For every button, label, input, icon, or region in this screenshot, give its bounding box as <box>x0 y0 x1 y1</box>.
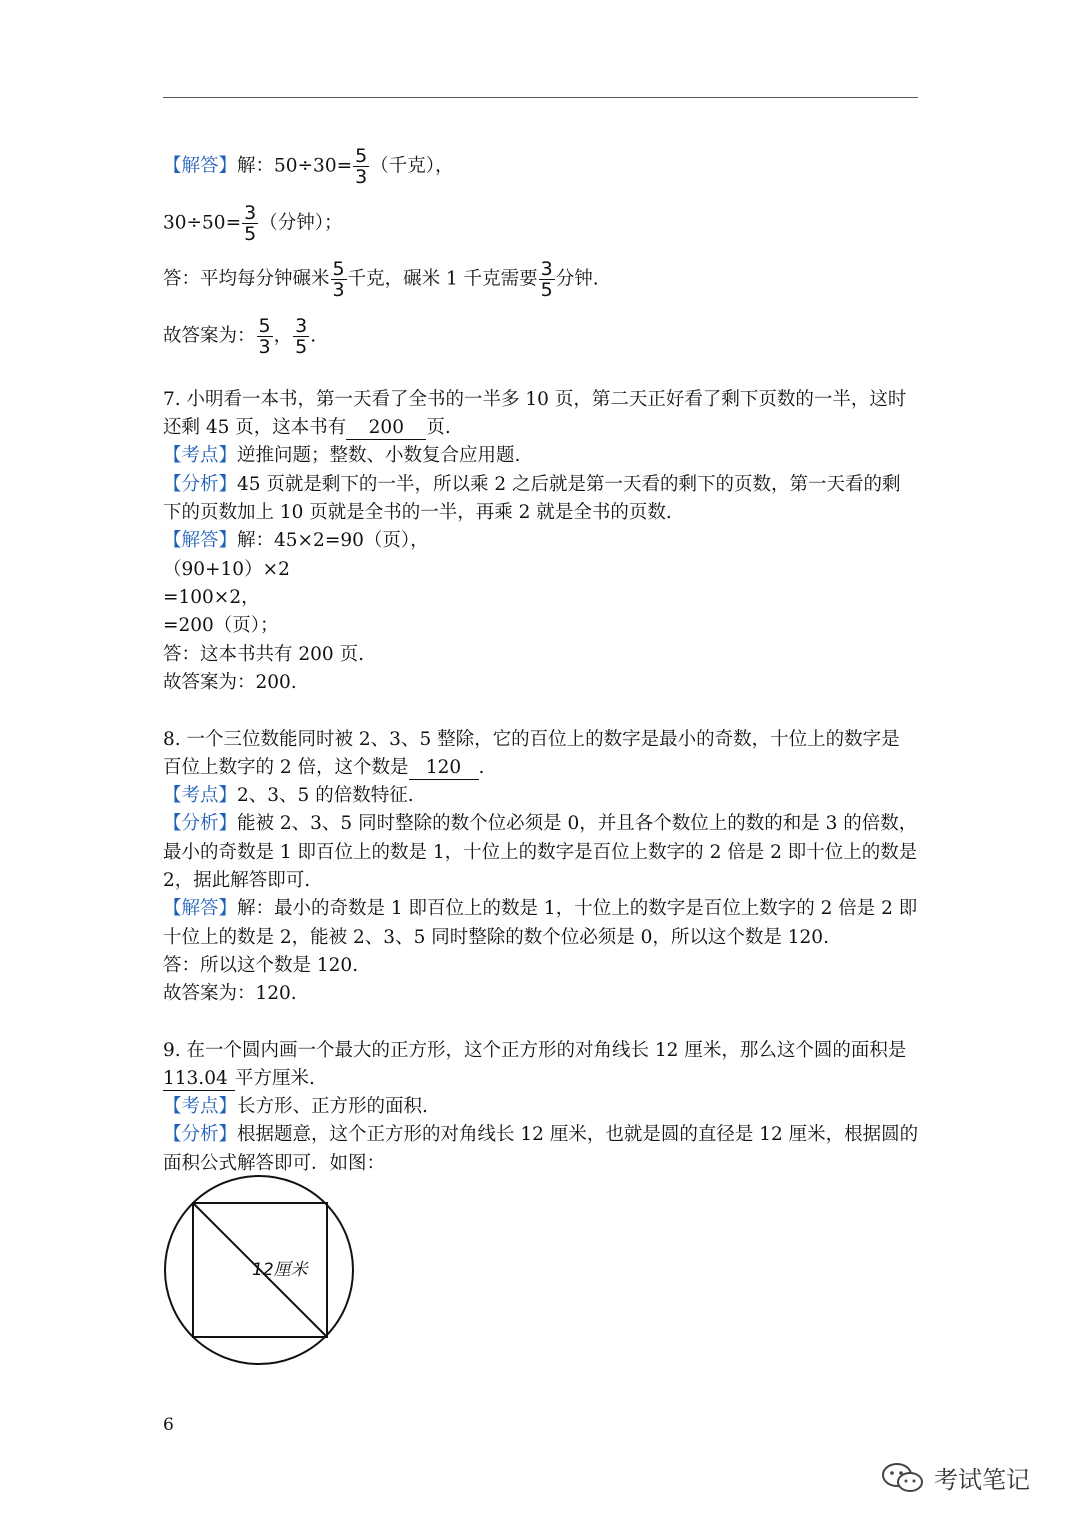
watermark-text: 考试笔记 <box>934 1466 1030 1494</box>
q7-stem-line1: 7. 小明看一本书，第一天看了全书的一半多 10 页，第二天正好看了剩下页数的一半，这时 <box>163 389 907 410</box>
answer-blank: 113.04 <box>163 1068 235 1091</box>
page-number: 6 <box>163 1415 174 1435</box>
q6-answer-line1: 【解答】解：50÷30= $\frac{5}{3}$ （千克）， <box>163 145 454 188</box>
q6-answer-line2: 30÷50= $\frac{3}{5}$ （分钟）； <box>163 202 343 245</box>
wechat-icon <box>880 1462 926 1494</box>
q7-calc2: =100×2， <box>163 587 260 608</box>
q7-fenxi-line2: 下的页数加上 10 页就是全书的一半，再乘 2 就是全书的页数. <box>163 502 672 523</box>
q9-stem-line1: 9. 在一个圆内画一个最大的正方形，这个正方形的对角线长 12 厘米，那么这个圆的面积是 <box>163 1040 907 1061</box>
q9-kaodian: 【考点】长方形、正方形的面积. <box>163 1096 428 1117</box>
q6-final-answer: 故答案为： $\frac{5}{3}$ ， $\frac{3}{5}$ . <box>163 315 317 358</box>
q8-answer: 答：所以这个数是 120. <box>163 955 359 976</box>
q9-fenxi-line1: 【分析】根据题意，这个正方形的对角线长 12 厘米，也就是圆的直径是 12 厘米，根据圆的 <box>163 1124 919 1145</box>
q8-jieda-line1: 【解答】解：最小的奇数是 1 即百位上的数是 1，十位上的数字是百位上数字的 2 倍是 2 即 <box>163 898 918 919</box>
q7-calc1: （90+10）×2 <box>163 559 290 580</box>
fraction: $\frac{3}{5}$ <box>295 315 308 358</box>
q8-final: 故答案为：120. <box>163 983 297 1004</box>
q8-stem-line1: 8. 一个三位数能同时被 2、3、5 整除，它的百位上的数字是最小的奇数，十位上的数字是 <box>163 729 900 750</box>
answer-blank: 200 <box>346 417 426 440</box>
fraction: $\frac{3}{5}$ <box>244 202 257 245</box>
answer-tag: 【解答】 <box>163 155 238 177</box>
fraction: $\frac{5}{3}$ <box>355 145 368 188</box>
fraction: $\frac{5}{3}$ <box>332 258 345 301</box>
answer-blank: 120 <box>409 757 479 780</box>
q8-jieda-line2: 十位上的数是 2，能被 2、3、5 同时整除的数个位必须是 0，所以这个数是 120. <box>163 927 829 948</box>
q8-fenxi-line1: 【分析】能被 2、3、5 同时整除的数个位必须是 0，并且各个数位上的数的和是 3 的倍数， <box>163 813 918 834</box>
q9-stem-line2: 113.04 平方厘米. <box>163 1068 315 1089</box>
q7-calc3: =200（页）； <box>163 615 279 636</box>
q8-stem-line2: 百位上数字的 2 倍，这个数是 120 . <box>163 757 485 778</box>
fraction: $\frac{3}{5}$ <box>540 258 553 301</box>
diagonal-label: 12厘米 <box>252 1260 308 1280</box>
q7-stem-line2: 还剩 45 页，这本书有 200 页. <box>163 417 451 438</box>
watermark <box>880 1460 1030 1495</box>
q7-fenxi-line1: 【分析】45 页就是剩下的一半，所以乘 2 之后就是第一天看的剩下的页数，第一天看的剩 <box>163 474 901 495</box>
q7-final: 故答案为：200. <box>163 672 297 693</box>
q9-fenxi-line2: 面积公式解答即可．如图： <box>163 1153 386 1174</box>
fraction: $\frac{5}{3}$ <box>258 315 271 358</box>
q7-answer: 答：这本书共有 200 页. <box>163 644 364 665</box>
circle-square-figure <box>160 1175 360 1375</box>
header-rule <box>163 97 918 98</box>
q8-fenxi-line2: 最小的奇数是 1 即百位上的数是 1，十位上的数字是百位上数字的 2 倍是 2 即十位上的数是 <box>163 842 918 863</box>
q7-jieda-line1: 【解答】解：45×2=90（页）， <box>163 530 429 551</box>
q6-answer-line3: 答：平均每分钟碾米 $\frac{5}{3}$ 千克，碾米 1 千克需要 $\frac{3}{5}$ 分钟. <box>163 258 599 301</box>
q8-kaodian: 【考点】2、3、5 的倍数特征. <box>163 785 414 806</box>
q7-kaodian: 【考点】逆推问题；整数、小数复合应用题. <box>163 445 521 466</box>
q8-fenxi-line3: 2，据此解答即可. <box>163 870 311 891</box>
